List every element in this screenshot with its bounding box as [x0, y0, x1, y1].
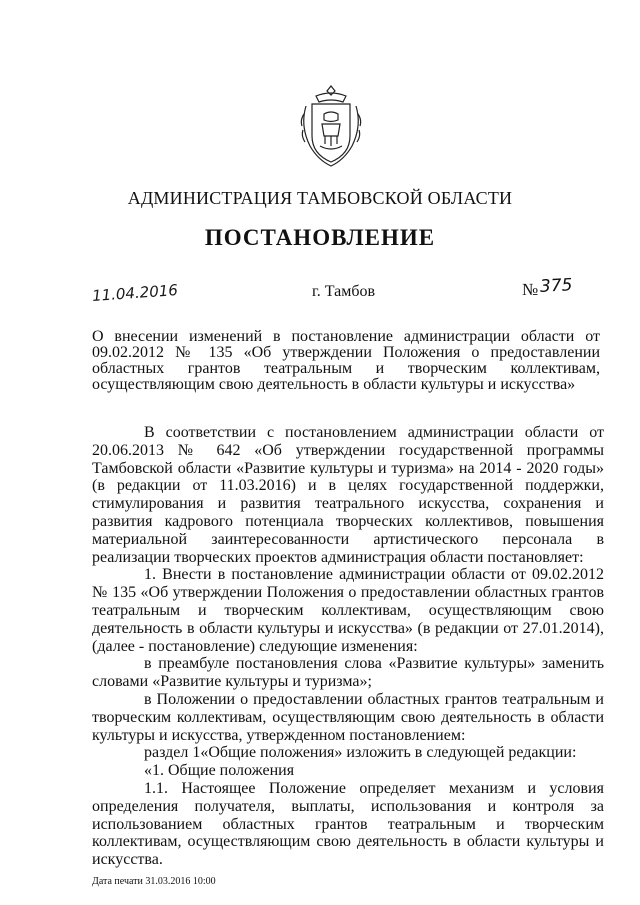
number-sign: № [522, 280, 539, 299]
print-date: Дата печати 31.03.2016 10:00 [92, 876, 216, 887]
document-subject: О внесении изменений в постановление администрации области от 09.02.2012 № 135 «Об утверждении Положения о предоставлении областных грантов театральным и творческим коллективам, осуществляющим свою деятельность в области культуры и искусства» [92, 328, 600, 393]
paragraph: 1.1. Настоящее Положение определяет механизм и условия определения получателя, выплаты, использования и контроля за использованием областных грантов театральным и творческим коллективам, осуществляющим свою деятельность в области культуры и искусства. [92, 779, 604, 869]
paragraph: в Положении о предоставлении областных грантов театральным и творческим коллективам, осуществляющим свою деятельность в области культуры и искусства, утвержденном постановлением: [92, 690, 604, 744]
coat-of-arms-icon [298, 84, 364, 168]
paragraph: в преамбуле постановления слова «Развитие культуры» заменить словами «Развитие культуры и туризма»; [92, 655, 604, 691]
paragraph: В соответствии с постановлением администрации области от 20.06.2013 № 642 «Об утверждении государственной программы Тамбовской области «Развитие культуры и туризма» на 2014 - 2020 годы» (в редакции от 11.03.2016) и в целях государственной поддержки, стимулирования и развития театрального искусства, сохранения и развития кадрового потенциала творческих коллективов, повышения материальной заинтересованности артистического персонала в реализации творческих проектов администрация области постановляет: [92, 424, 604, 566]
paragraph: «1. Общие положения [144, 762, 295, 780]
handwritten-date: 11.04.2016 [91, 281, 179, 305]
paragraph: 1. Внести в постановление администрации области от 09.02.2012 № 135 «Об утверждении Положения о предоставлении областных грантов театральным и творческим коллективам, осуществляющим свою деятельность в области культуры и искусства» (в редакции от 27.01.2014), (далее - постановление) следующие изменения: [92, 566, 604, 655]
handwritten-number: 375 [539, 275, 573, 297]
organization-name: АДМИНИСТРАЦИЯ ТАМБОВСКОЙ ОБЛАСТИ [127, 188, 513, 208]
city: г. Тамбов [312, 283, 376, 300]
document-body [92, 424, 604, 869]
document-type: ПОСТАНОВЛЕНИЕ [204, 225, 436, 250]
paragraph: раздел 1«Общие положения» изложить в следующей редакции: [144, 744, 577, 762]
